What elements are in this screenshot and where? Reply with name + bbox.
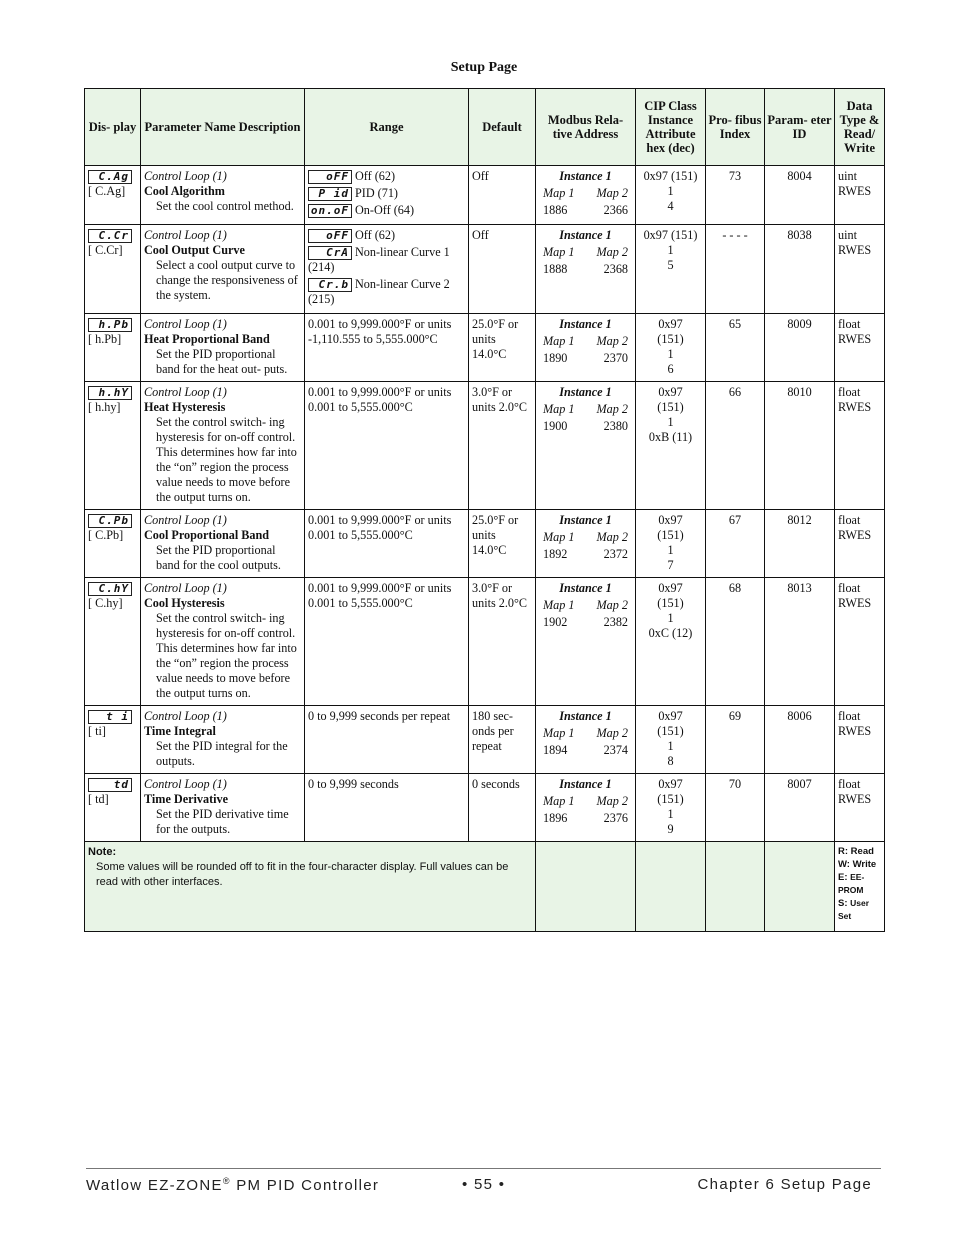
cip-value: 7 [667,558,674,572]
range-option [308,228,465,243]
map1-label: Map 1 [543,530,575,544]
table-row [85,706,885,774]
display-cell [85,166,141,225]
range-cell [305,225,469,314]
cip-value: 0x97 (151) [643,169,698,183]
range-option-text: Non-linear Curve 1 (214) [308,245,450,274]
profibus-cell: 66 [706,382,765,510]
map-addresses [539,613,632,630]
profibus-cell: 73 [706,166,765,225]
map-addresses [539,201,632,218]
cip-value: (151) [657,724,684,738]
parameter-cell [141,314,305,382]
parameter-id-cell: 8013 [765,578,835,706]
parameter-table [84,88,885,932]
cip-cell [636,166,706,225]
modbus-cell [536,578,636,706]
cip-value: 1 [667,415,674,429]
read-write: RWES [838,596,872,610]
map-addresses [539,741,632,758]
display-cell [85,706,141,774]
range-option-text: PID (71) [355,186,398,200]
modbus-cell [536,510,636,578]
range-cell [305,510,469,578]
map2-address: 2374 [603,743,628,757]
note-title: Note: [88,846,117,858]
map-labels [539,184,632,201]
parameter-cell [141,382,305,510]
access-legend [838,845,881,923]
control-loop-label: Control Loop (1) [144,385,227,399]
display-cell [85,225,141,314]
header-parameter-id: Param- eter ID [765,89,835,166]
profibus-cell: 67 [706,510,765,578]
legend-key: E: [838,872,848,883]
range-cell [305,166,469,225]
cip-value: 0x97 [658,317,683,331]
cip-value: 6 [667,362,674,376]
read-write: RWES [838,243,872,257]
cip-value: 1 [667,347,674,361]
range-text: 0.001 to 5,555.000°C [308,596,413,610]
legend-item [838,871,881,897]
legend-value: User Set [838,898,870,921]
lcd-display: on.oF [308,204,352,218]
table-row [85,382,885,510]
lcd-display: td [88,778,132,792]
data-type-cell [835,774,885,842]
parameter-id-cell: 8006 [765,706,835,774]
map2-address: 2372 [603,547,628,561]
default-cell: 3.0°F or units 2.0°C [469,578,536,706]
data-type: float [838,385,861,399]
lcd-display: h.Pb [88,318,132,332]
display-cell [85,774,141,842]
cip-cell [636,706,706,774]
modbus-cell [536,382,636,510]
modbus-cell [536,314,636,382]
parameter-id-cell: 8009 [765,314,835,382]
cip-value: 1 [667,611,674,625]
map1-address: 1896 [543,811,568,825]
legend-item [838,897,881,923]
parameter-description: Set the cool control method. [156,199,294,213]
range-option-text: Off (62) [355,228,396,242]
read-write: RWES [838,792,872,806]
profibus-cell: 70 [706,774,765,842]
legend-value: Read [850,846,874,857]
map2-label: Map 2 [596,530,628,544]
table-row [85,225,885,314]
parameter-description: Select a cool output curve to change the responsiveness of the system. [156,258,298,302]
instance-label: Instance 1 [559,777,612,791]
modbus-cell [536,225,636,314]
parameter-id-cell: 8038 [765,225,835,314]
footer-product [86,1176,379,1194]
header-modbus: Modbus Rela- tive Address [536,89,636,166]
legend-key: W: [838,859,850,870]
cip-value: 0x97 [658,581,683,595]
profibus-cell: 69 [706,706,765,774]
parameter-cell [141,578,305,706]
legend-key: R: [838,846,849,857]
data-type-cell [835,510,885,578]
map1-label: Map 1 [543,186,575,200]
footer-model: PM PID Controller [230,1177,380,1194]
parameter-cell [141,510,305,578]
cip-value: 8 [667,754,674,768]
read-write: RWES [838,184,872,198]
cip-value: (151) [657,792,684,806]
map2-address: 2368 [603,262,628,276]
parameter-cell [141,706,305,774]
control-loop-label: Control Loop (1) [144,317,227,331]
lcd-display: h.hY [88,386,132,400]
legend-item [838,845,881,858]
parameter-name: Heat Hysteresis [144,400,226,414]
table-row [85,314,885,382]
profibus-cell: - - - - [706,225,765,314]
table-row [85,510,885,578]
range-text: 0.001 to 5,555.000°C [308,528,413,542]
map2-address: 2376 [603,811,628,825]
map2-label: Map 2 [596,186,628,200]
range-option [308,277,465,307]
map2-label: Map 2 [596,402,628,416]
map-addresses [539,545,632,562]
read-write: RWES [838,528,872,542]
data-type: float [838,513,861,527]
range-option-text: Non-linear Curve 2 (215) [308,277,450,306]
lcd-display: C.hY [88,582,132,596]
instance-label: Instance 1 [559,317,612,331]
parameter-id-cell: 8010 [765,382,835,510]
display-code: [ h.Pb] [88,332,122,346]
range-cell [305,314,469,382]
map1-label: Map 1 [543,334,575,348]
map2-label: Map 2 [596,598,628,612]
data-type: float [838,709,861,723]
parameter-cell [141,166,305,225]
table-row [85,774,885,842]
footer-divider [86,1168,881,1169]
map-addresses [539,417,632,434]
footer-registered: ® [222,1176,231,1186]
map-labels [539,400,632,417]
range-cell [305,382,469,510]
cip-value: 1 [667,739,674,753]
cip-cell [636,225,706,314]
cip-value: 1 [667,543,674,557]
parameter-name: Time Derivative [144,792,229,806]
cip-value: (151) [657,332,684,346]
cip-value: 0x97 (151) [643,228,698,242]
display-code: [ C.Cr] [88,243,123,257]
display-code: [ td] [88,792,109,806]
lcd-display: CrA [308,246,352,260]
data-type: float [838,777,861,791]
display-code: [ ti] [88,724,106,738]
default-cell: 25.0°F or units 14.0°C [469,314,536,382]
table-row [85,578,885,706]
parameter-id-cell: 8007 [765,774,835,842]
map2-label: Map 2 [596,794,628,808]
cip-cell [636,314,706,382]
cip-value: 0xB (11) [648,430,693,444]
instance-label: Instance 1 [559,169,612,183]
map-labels [539,724,632,741]
parameter-name: Time Integral [144,724,216,738]
map2-address: 2380 [603,419,628,433]
map2-label: Map 2 [596,726,628,740]
cip-value: 1 [667,184,674,198]
parameter-id-cell: 8004 [765,166,835,225]
parameter-description: Set the PID proportional band for the heat out- puts. [156,347,288,376]
cip-value: 0x97 [658,709,683,723]
header-cip: CIP Class Instance Attribute hex (dec) [636,89,706,166]
map1-address: 1892 [543,547,568,561]
map-labels [539,528,632,545]
range-text: 0.001 to 5,555.000°C [308,400,413,414]
legend-value: Write [852,859,877,870]
cip-value: 0x97 [658,513,683,527]
lcd-display: C.Pb [88,514,132,528]
range-text: 0.001 to 9,999.000°F or units [308,385,452,399]
header-display: Dis- play [85,89,141,166]
legend-item [838,858,881,871]
profibus-cell: 65 [706,314,765,382]
range-text: 0 to 9,999 seconds [308,777,399,791]
cip-value: 1 [667,243,674,257]
display-code: [ C.Ag] [88,184,126,198]
instance-label: Instance 1 [559,581,612,595]
map-labels [539,596,632,613]
control-loop-label: Control Loop (1) [144,169,227,183]
note-text: Some values will be rounded off to fit in the four-character display. Full values can be read with other interfaces. [96,861,509,888]
map1-label: Map 1 [543,245,575,259]
display-cell [85,578,141,706]
map-addresses [539,260,632,277]
data-type-cell [835,706,885,774]
map2-address: 2366 [603,203,628,217]
range-cell [305,578,469,706]
lcd-display: oFF [308,229,352,243]
range-option [308,186,465,201]
range-text: 0.001 to 9,999.000°F or units [308,581,452,595]
parameter-id-cell: 8012 [765,510,835,578]
cip-value: 0xC (12) [648,626,693,640]
map2-address: 2370 [603,351,628,365]
lcd-display: P id [308,187,352,201]
footer-page-number: • 55 • [462,1176,506,1193]
parameter-cell [141,774,305,842]
data-type: uint [838,228,857,242]
map-addresses [539,809,632,826]
map1-label: Map 1 [543,402,575,416]
cip-cell [636,578,706,706]
control-loop-label: Control Loop (1) [144,777,227,791]
instance-label: Instance 1 [559,228,612,242]
data-type: float [838,581,861,595]
read-write: RWES [838,724,872,738]
profibus-cell: 68 [706,578,765,706]
lcd-display: t i [88,710,132,724]
parameter-description: Set the control switch- ing hysteresis for on-off control. This determines how far into the “on” region the process value needs to move before the output turns on. [156,415,297,504]
cip-cell [636,510,706,578]
range-text: 0.001 to 9,999.000°F or units [308,513,452,527]
control-loop-label: Control Loop (1) [144,709,227,723]
control-loop-label: Control Loop (1) [144,228,227,242]
display-cell [85,382,141,510]
map-labels [539,243,632,260]
display-cell [85,314,141,382]
map1-address: 1888 [543,262,568,276]
parameter-description: Set the PID derivative time for the outputs. [156,807,289,836]
header-parameter: Parameter Name Description [141,89,305,166]
instance-label: Instance 1 [559,385,612,399]
map2-address: 2382 [603,615,628,629]
legend-key: S: [838,898,848,909]
data-type: float [838,317,861,331]
default-cell: 0 seconds [469,774,536,842]
data-type-cell [835,578,885,706]
read-write: RWES [838,332,872,346]
map1-address: 1902 [543,615,568,629]
cip-value: 5 [667,258,674,272]
range-text: 0 to 9,999 seconds per repeat [308,709,451,723]
range-text: -1,110.555 to 5,555.000°C [308,332,438,346]
range-option-text: On-Off (64) [355,203,415,217]
parameter-cell [141,225,305,314]
cip-value: 9 [667,822,674,836]
map1-label: Map 1 [543,598,575,612]
range-option [308,203,465,218]
cip-value: 0x97 [658,385,683,399]
cip-value: (151) [657,528,684,542]
note-row [85,842,885,932]
read-write: RWES [838,400,872,414]
range-option [308,169,465,184]
header-profibus: Pro- fibus Index [706,89,765,166]
display-cell [85,510,141,578]
header-data-type: Data Type & Read/ Write [835,89,885,166]
map2-label: Map 2 [596,334,628,348]
instance-label: Instance 1 [559,513,612,527]
range-cell [305,706,469,774]
data-type: uint [838,169,857,183]
default-cell: 180 sec- onds per repeat [469,706,536,774]
cip-cell [636,774,706,842]
parameter-name: Cool Output Curve [144,243,245,257]
map1-label: Map 1 [543,726,575,740]
display-code: [ C.Pb] [88,528,124,542]
parameter-name: Heat Proportional Band [144,332,270,346]
default-cell: Off [469,166,536,225]
map1-address: 1890 [543,351,568,365]
data-type-cell [835,314,885,382]
page-title: Setup Page [450,60,518,75]
lcd-display: oFF [308,170,352,184]
default-cell: Off [469,225,536,314]
legend-value: EE- PROM [838,872,865,895]
display-code: [ C.hy] [88,596,123,610]
data-type-cell [835,166,885,225]
data-type-cell [835,225,885,314]
map1-label: Map 1 [543,794,575,808]
control-loop-label: Control Loop (1) [144,513,227,527]
parameter-name: Cool Proportional Band [144,528,270,542]
lcd-display: C.Ag [88,170,132,184]
map1-address: 1894 [543,743,568,757]
cip-value: 1 [667,807,674,821]
display-code: [ h.hy] [88,400,121,414]
header-range: Range [305,89,469,166]
parameter-description: Set the PID proportional band for the cool outputs. [156,543,281,572]
parameter-name: Cool Hysteresis [144,596,225,610]
range-option [308,245,465,275]
cip-value: (151) [657,400,684,414]
map1-address: 1886 [543,203,568,217]
data-type-cell [835,382,885,510]
footer-chapter: Chapter 6 Setup Page [697,1176,872,1193]
instance-label: Instance 1 [559,709,612,723]
cip-value: 0x97 [658,777,683,791]
lcd-display: C.Cr [88,229,132,243]
modbus-cell [536,706,636,774]
control-loop-label: Control Loop (1) [144,581,227,595]
map-labels [539,332,632,349]
cip-cell [636,382,706,510]
parameter-description: Set the control switch- ing hysteresis for on-off control. This determines how far into the “on” region the process value needs to move before the output turns on. [156,611,297,700]
range-text: 0.001 to 9,999.000°F or units [308,317,452,331]
range-option-text: Off (62) [355,169,396,183]
parameter-description: Set the PID integral for the outputs. [156,739,288,768]
cip-value: (151) [657,596,684,610]
default-cell: 3.0°F or units 2.0°C [469,382,536,510]
map-addresses [539,349,632,366]
modbus-cell [536,166,636,225]
map1-address: 1900 [543,419,568,433]
footer-brand: Watlow EZ-ZONE [86,1177,223,1194]
parameter-name: Cool Algorithm [144,184,225,198]
default-cell: 25.0°F or units 14.0°C [469,510,536,578]
header-default: Default [469,89,536,166]
lcd-display: Cr.b [308,278,352,292]
cip-value: 4 [667,199,674,213]
map-labels [539,792,632,809]
map2-label: Map 2 [596,245,628,259]
range-cell [305,774,469,842]
table-row [85,166,885,225]
modbus-cell [536,774,636,842]
